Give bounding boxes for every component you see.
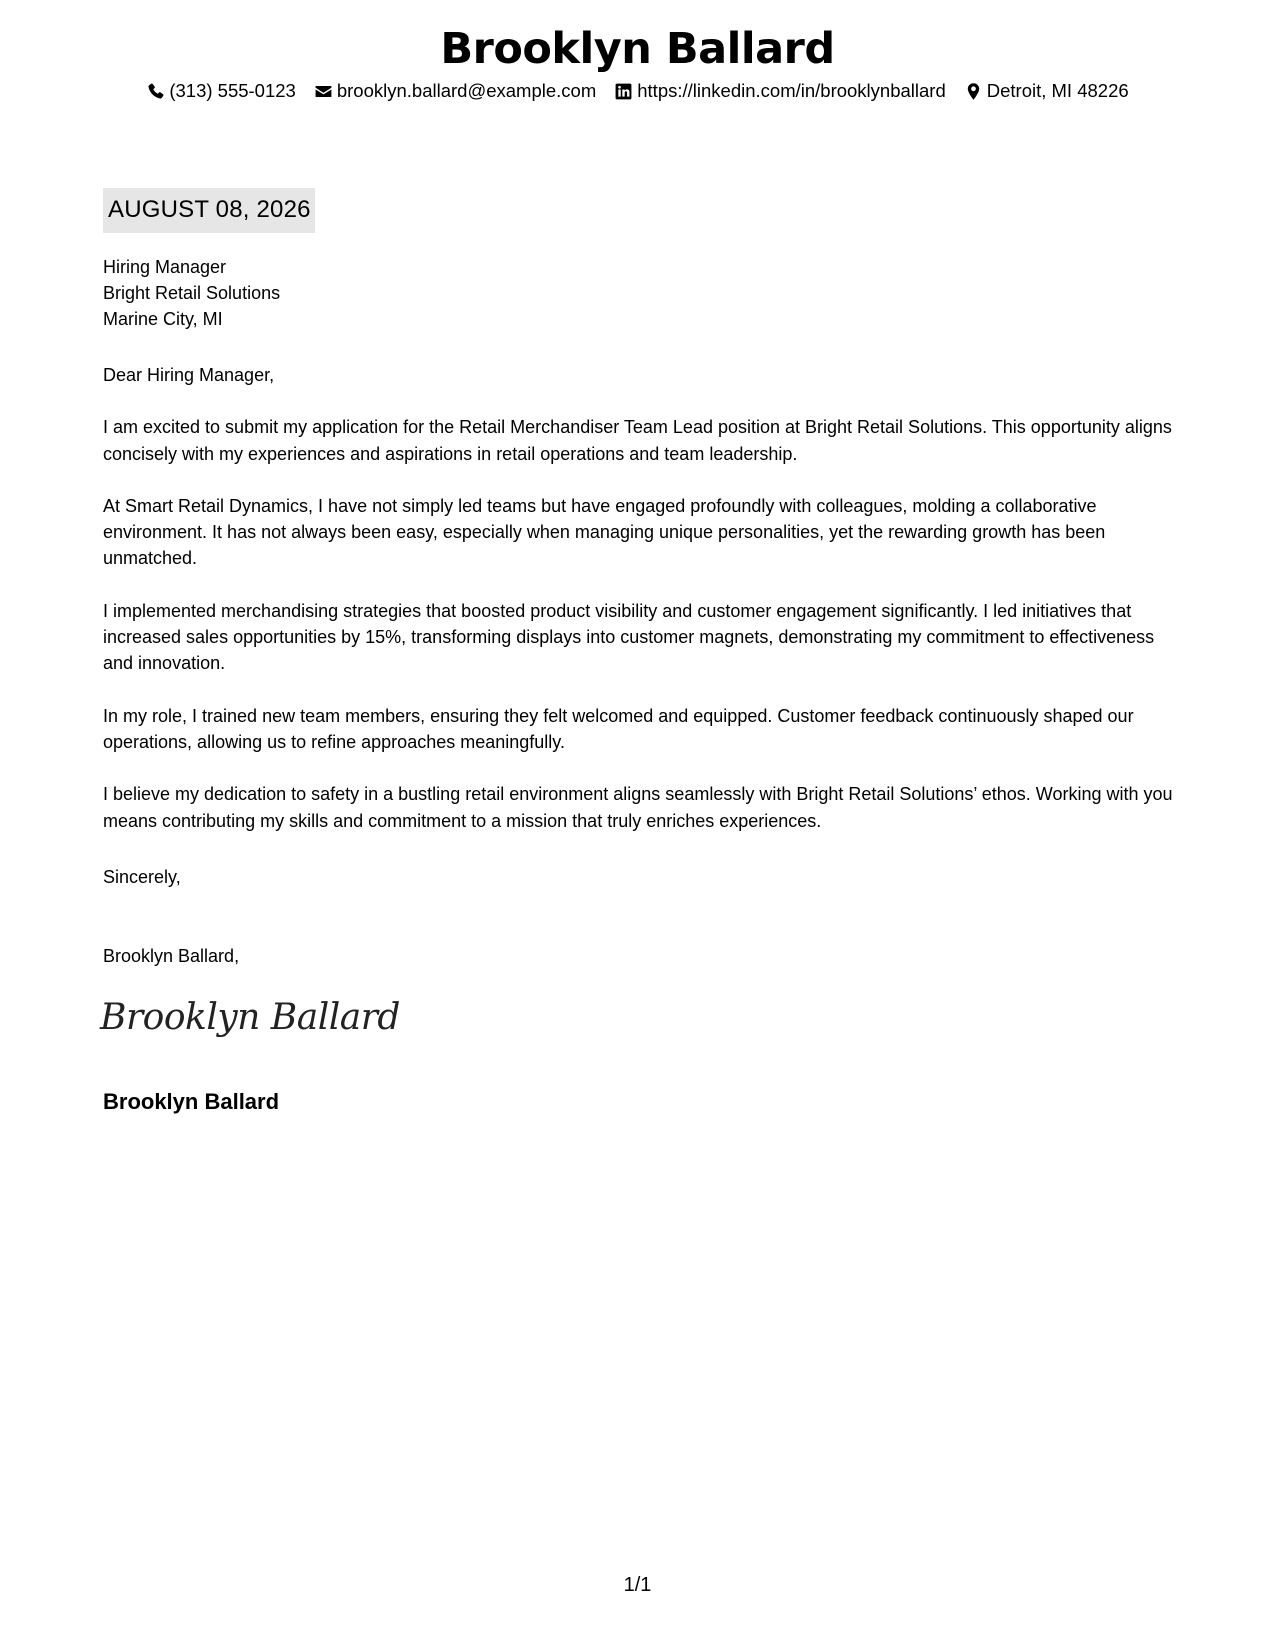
body-paragraph: In my role, I trained new team members, ensuring they felt welcomed and equipped. Customer feedback continuously shaped our operations, allowing us to refine approaches meaningfully.: [103, 705, 1134, 752]
envelope-icon: [314, 82, 333, 101]
printed-name: Brooklyn Ballard: [103, 1089, 280, 1114]
recipient-city: Marine City, MI: [103, 309, 223, 329]
phone-icon: [146, 82, 165, 101]
recipient-title: Hiring Manager: [103, 257, 227, 277]
letter-header: [0, 22, 1275, 104]
contact-bar: [0, 78, 1275, 104]
contact-phone: [146, 78, 296, 104]
body-paragraph: I implemented merchandising strategies that boosted product visibility and customer engagement significantly. I led initiatives that increased sales opportunities by 15%, transforming displays into customer magnets, demonstrating my commitment to effectiveness and innovation.: [103, 600, 1155, 674]
email-link[interactable]: brooklyn.ballard@example.com: [336, 80, 597, 101]
linkedin-icon: [614, 82, 633, 101]
contact-email[interactable]: [314, 78, 596, 104]
letter-body: [103, 362, 1183, 860]
letter-date: AUGUST 08, 2026: [103, 188, 315, 233]
phone-text: (313) 555-0123: [169, 80, 296, 101]
recipient-company: Bright Retail Solutions: [103, 283, 281, 303]
salutation: Dear Hiring Manager,: [103, 365, 275, 385]
location-text: Detroit, MI 48226: [986, 80, 1129, 101]
body-paragraph: At Smart Retail Dynamics, I have not simply led teams but have engaged profoundly with colleagues, molding a collaborative environment. It has not always been easy, especially when managing unique personalities, yet the rewarding growth has been unmatched.: [103, 495, 1106, 569]
body-paragraph: I am excited to submit my application for the Retail Merchandiser Team Lead position at Bright Retail Solutions. This opportunity aligns concisely with my experiences and aspirations in retail operations and team leadership.: [103, 417, 1172, 464]
contact-location: [964, 78, 1129, 104]
applicant-name: Brooklyn Ballard: [440, 24, 835, 74]
contact-linkedin[interactable]: [614, 78, 946, 104]
linkedin-link[interactable]: https://linkedin.com/in/brooklynballard: [637, 80, 946, 101]
map-pin-icon: [964, 82, 983, 101]
page-number: 1/1: [623, 1574, 652, 1596]
closing: Sincerely,: [103, 867, 181, 887]
body-paragraph: I believe my dedication to safety in a bustling retail environment aligns seamlessly with Bright Retail Solutions’ ethos. Working with you means contributing my skills and commitment to a mission that truly enriches experiences.: [103, 784, 1173, 831]
signature: Brooklyn Ballard: [100, 997, 400, 1038]
signoff-name: Brooklyn Ballard,: [103, 946, 240, 966]
recipient-block: [103, 254, 280, 332]
